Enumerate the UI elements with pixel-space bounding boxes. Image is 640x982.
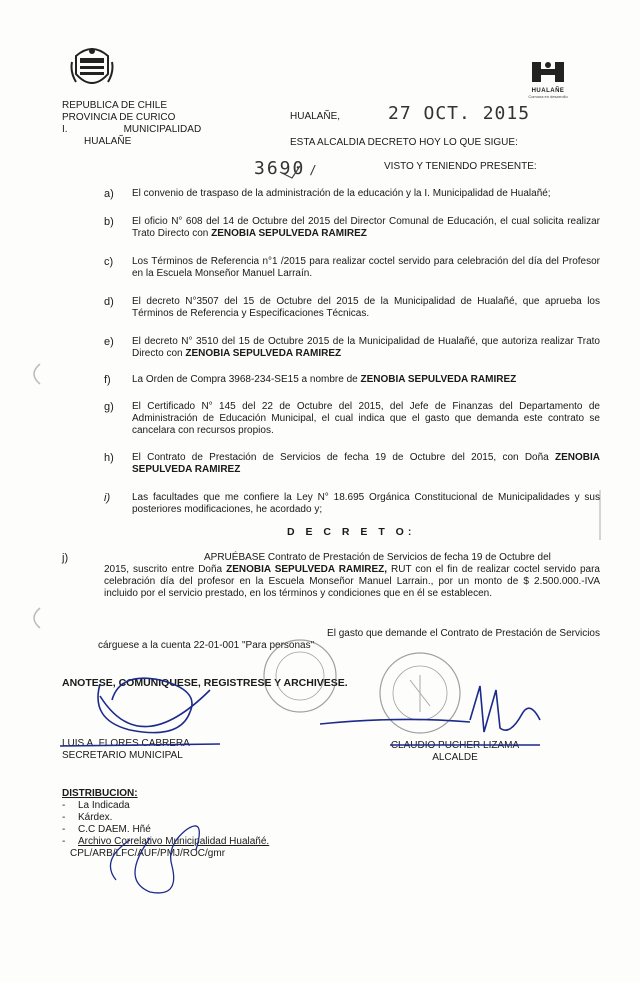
decreto-item-label: j) [62,552,69,564]
item-text: La Orden de Compra 3968-234-SE15 a nombre de ZENOBIA SEPULVEDA RAMIREZ [132,374,517,385]
list-item: - C.C DAEM. Hñé [62,824,269,836]
province-line: PROVINCIA DE CURICO [62,112,176,123]
distribution-block [62,788,269,860]
secretary-title: SECRETARIO MUNICIPAL [62,750,183,761]
distribution-heading: DISTRIBUCION: [62,788,138,799]
municipality-line: I. MUNICIPALIDAD [62,124,202,135]
expense-line-1: El gasto que demande el Contrato de Prestación de Servicios [327,628,600,639]
item-text: El decreto N°3507 del 15 de Octubre del 2015 de la Municipalidad de Hualañé, que aprueba los Términos de Referencia y Especificaciones Técnicas. [132,296,600,319]
item-label: e) [104,336,114,348]
decreto-heading: D E C R E T O: [287,526,416,538]
closing-formula: ANOTESE, COMUNIQUESE, REGISTRESE Y ARCHIVESE. [62,677,348,689]
list-item: - Kárdex. [62,812,269,824]
expense-clause [98,628,600,652]
item-label: i) [104,492,111,504]
header-issuer [62,100,201,148]
punch-hole-icon [34,608,40,628]
hualane-h-icon [530,60,566,84]
item-text: El oficio N° 608 del 14 de Octubre del 2015 del Director Comunal de Educación, el cual solicita realizar Trato Directo con ZENOBIA SEPULVEDA RAMIREZ [132,216,600,239]
brand-name: HUALAÑE [531,88,565,94]
consideration-item [104,492,600,516]
decreto-text [104,552,600,600]
list-item: - La Indicada [62,800,269,812]
consideration-item [104,452,600,476]
item-text: El Contrato de Prestación de Servicios de fecha 19 de Octubre del 2015, con Doña ZENOBIA SEPULVEDA RAMIREZ [132,452,600,475]
decree-number-slash: / [309,163,319,177]
consideration-item [104,296,600,320]
item-text: El Certificado N° 145 del 22 de Octubre del 2015, del Jefe de Finanzas del Departamento de Administración de Educación Municipal, el cual indica que el gasto que demanda este contrato se cancelara con recursos propios. [132,401,600,436]
item-text: Las facultades que me confiere la Ley N° 18.695 Orgánica Constitucional de Municipalidades y sus posteriores modificaciones, he acordado y; [132,492,600,515]
mayor-title: ALCALDE [432,752,478,763]
consideration-item [104,401,600,437]
consideration-item [104,336,600,360]
decreto-body: 2015, suscrito entre Doña ZENOBIA SEPULVEDA RAMIREZ, RUT con el fin de realizar coctel servido para celebración día del profesor en la Escuela Monseñor Manuel Larrain., por un monto de $ 2.500.000.-IVA incluido por el servicio prestado, en los términos y condiciones que en él se establecen. [104,564,600,599]
mayor-signature-icon [320,686,540,745]
decree-number-value: 3690 [254,158,306,179]
secretary-name: LUIS A. FLORES CABRERA [62,738,190,749]
republic-line: REPUBLICA DE CHILE [62,100,168,111]
coat-of-arms-logo [70,42,114,94]
item-text: El decreto N° 3510 del 15 de Octubre 2015 de la Municipalidad de Hualañé, que autoriza realizar Trato Directo con ZENOBIA SEPULVEDA RAMIREZ [132,336,600,359]
mayor-signature-block [380,740,530,764]
place-name: HUALAÑE, [290,111,341,122]
item-label: g) [104,401,114,413]
item-label: a) [104,188,114,200]
secretary-signature-block [62,738,190,762]
decree-intro: ESTA ALCALDIA DECRETO HOY LO QUE SIGUE: [290,137,518,148]
mayor-name: CLAUDIO PUCHER LIZAMA [390,740,520,751]
item-label: d) [104,296,114,308]
consideration-item [104,188,600,200]
consideration-item [104,216,600,240]
item-label: f) [104,374,111,386]
item-label: h) [104,452,114,464]
item-label: c) [104,256,114,268]
item-text: Los Términos de Referencia n°1 /2015 para realizar coctel servido para celebración del día del Profesor en la Escuela Monseñor Manuel Larraín. [132,256,600,279]
list-item: - Archivo Correlativo Municipalidad Hualañé. [62,836,269,848]
expense-line-2: cárguese a la cuenta 22-01-001 "Para personas" [98,640,315,651]
initials-reference: CPL/ARB/LFC/AUF/PMJ/ROC/gmr [70,848,226,859]
item-text: El convenio de traspaso de la administración de la educación y la I. Municipalidad de Hualañé; [132,188,551,199]
hualane-brand-logo [526,60,570,99]
consideration-item [104,374,600,386]
decree-number [254,158,319,179]
brand-subtitle: Comuna en desarrollo [528,94,568,99]
date-stamp: 27 OCT. 2015 [388,103,531,124]
visto-heading: VISTO Y TENIENDO PRESENTE: [384,161,537,172]
item-label: b) [104,216,114,228]
consideration-item [104,256,600,280]
mayor-seal-icon [380,653,460,733]
commune-line: HUALAÑE [84,136,132,147]
decreto-first-line: APRUÉBASE Contrato de Prestación de Servicios de fecha 19 de Octubre del [204,552,551,563]
distribution-list [62,800,269,848]
punch-hole-icon [34,364,40,384]
